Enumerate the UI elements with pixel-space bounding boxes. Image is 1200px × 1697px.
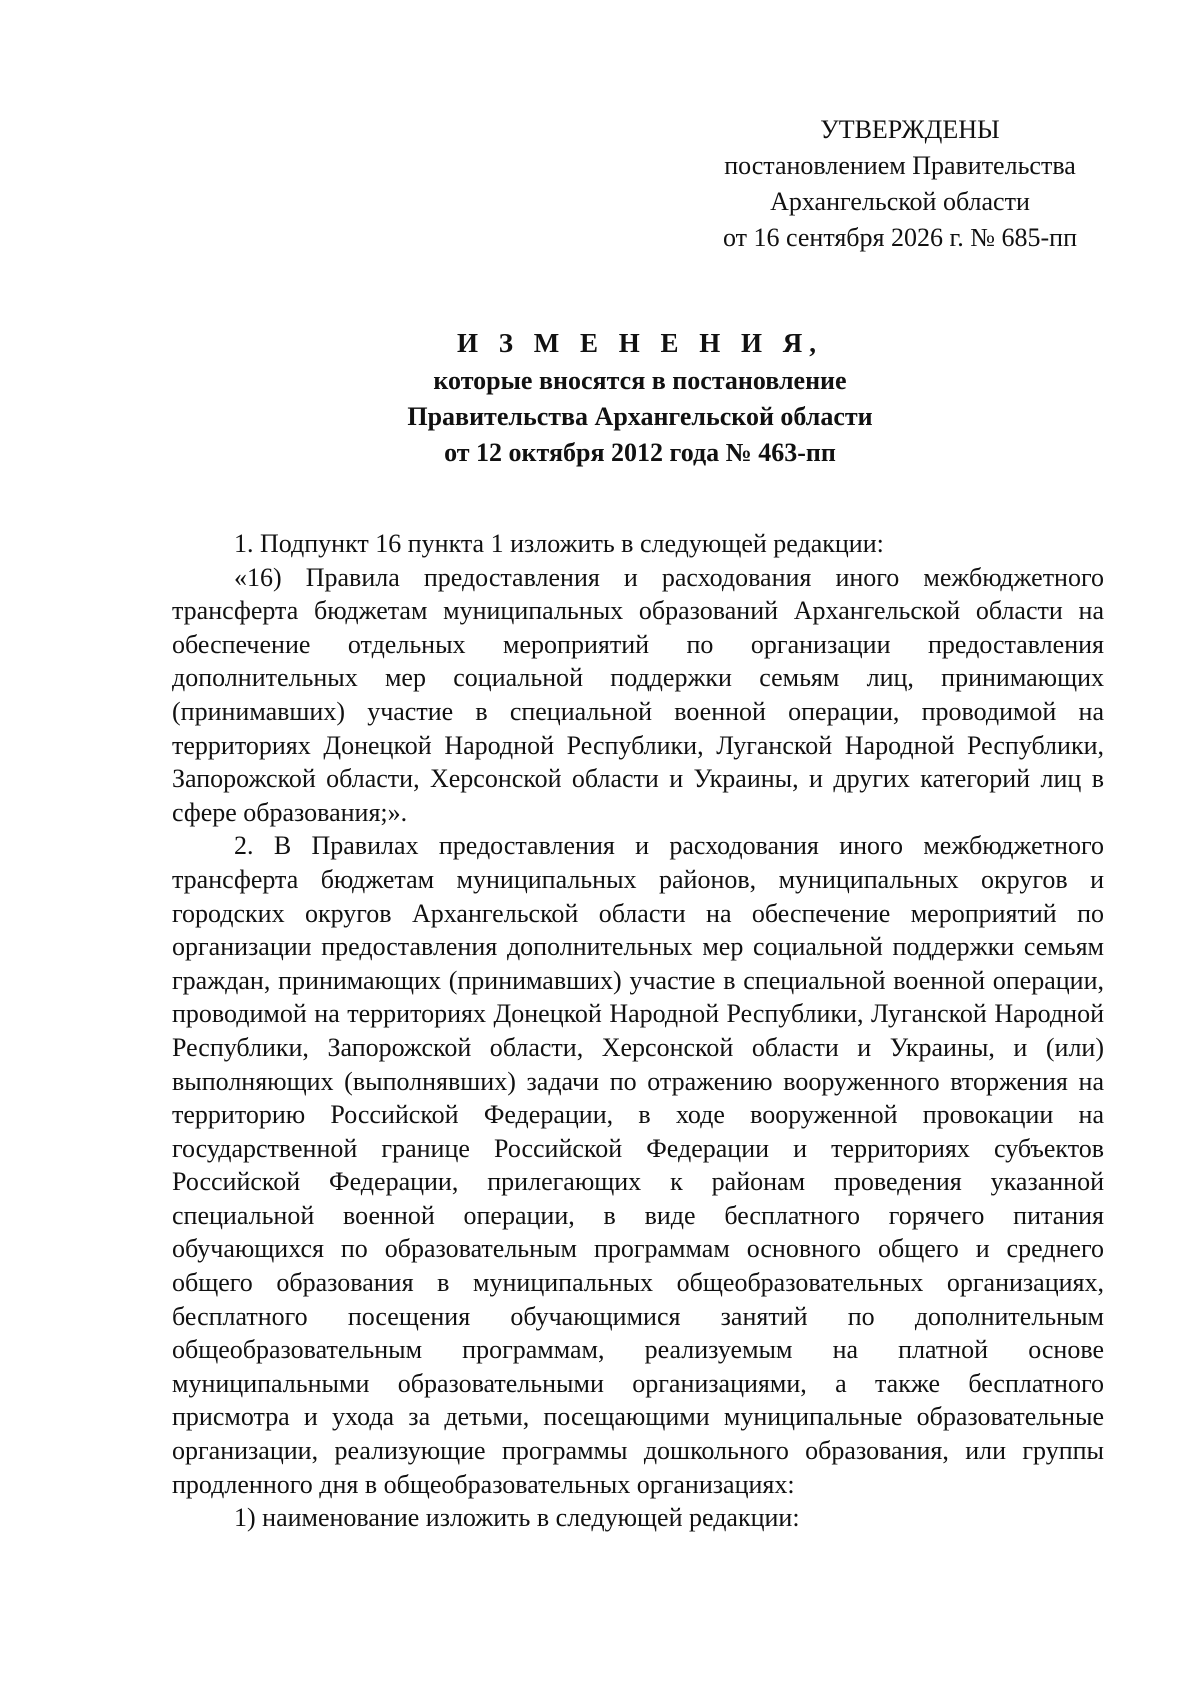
paragraph-3: 2. В Правилах предоставления и расходования иного межбюджетного трансферта бюджетам муниципальных районов, муниципальных округов и городских округов Архангельской области на обеспечение мероприятий по организации предоставления дополнительных мер социальной поддержки семьям граждан, принимающих (принимавших) участие в специальной военной операции, проводимой на территориях Донецкой Народной Республики, Луганской Народной Республики, Запорожской области, Херсонской области и Украины, и (или) выполняющих (выполнявших) задачи по отражению вооруженного вторжения на территорию Российской Федерации, в ходе вооруженной провокации на государственной границе Российской Федерации и территориях субъектов Российской Федерации, прилегающих к районам проведения указанной специальной военной операции, в виде бесплатного горячего питания обучающихся по образовательным программам основного общего и среднего общего образования в муниципальных общеобразовательных организациях, бесплатного посещения обучающимися занятий по дополнительным общеобразовательным программам, реализуемым на платной основе муниципальными образовательными организациями, а также бесплатного присмотра и ухода за детьми, посещающими муниципальные образовательные организации, реализующие программы дошкольного образования, или группы продленного дня в общеобразовательных организациях: (172, 831, 1104, 1499)
heading-title: И З М Е Н Е Н И Я, (456, 328, 823, 358)
paragraph-1: 1. Подпункт 16 пункта 1 изложить в следующей редакции: (234, 529, 884, 558)
document-heading (170, 325, 1110, 471)
approval-line-region: Архангельской области (770, 187, 1030, 216)
heading-line-1: которые вносятся в постановление (433, 366, 847, 395)
approval-stamp-block (700, 112, 1100, 256)
heading-line-3: от 12 октября 2012 года № 463-пп (444, 438, 836, 467)
heading-line-2: Правительства Архангельской области (407, 402, 873, 431)
approval-title: УТВЕРЖДЕНЫ (820, 115, 1000, 144)
approval-line-resolution: постановлением Правительства (724, 151, 1076, 180)
paragraph-2: «16) Правила предоставления и расходования иного межбюджетного трансферта бюджетам муниципальных образований Архангельской области на обеспечение отдельных мероприятий по организации предоставления дополнительных мер социальной поддержки семьям лиц, принимающих (принимавших) участие в специальной военной операции, проводимой на территориях Донецкой Народной Республики, Луганской Народной Республики, Запорожской области, Херсонской области и Украины, и других категорий лиц в сфере образования;». (172, 562, 1104, 827)
document-body (172, 527, 1104, 1535)
approval-line-date-number: от 16 сентября 2026 г. № 685-пп (722, 223, 1078, 252)
paragraph-4: 1) наименование изложить в следующей редакции: (234, 1503, 800, 1533)
